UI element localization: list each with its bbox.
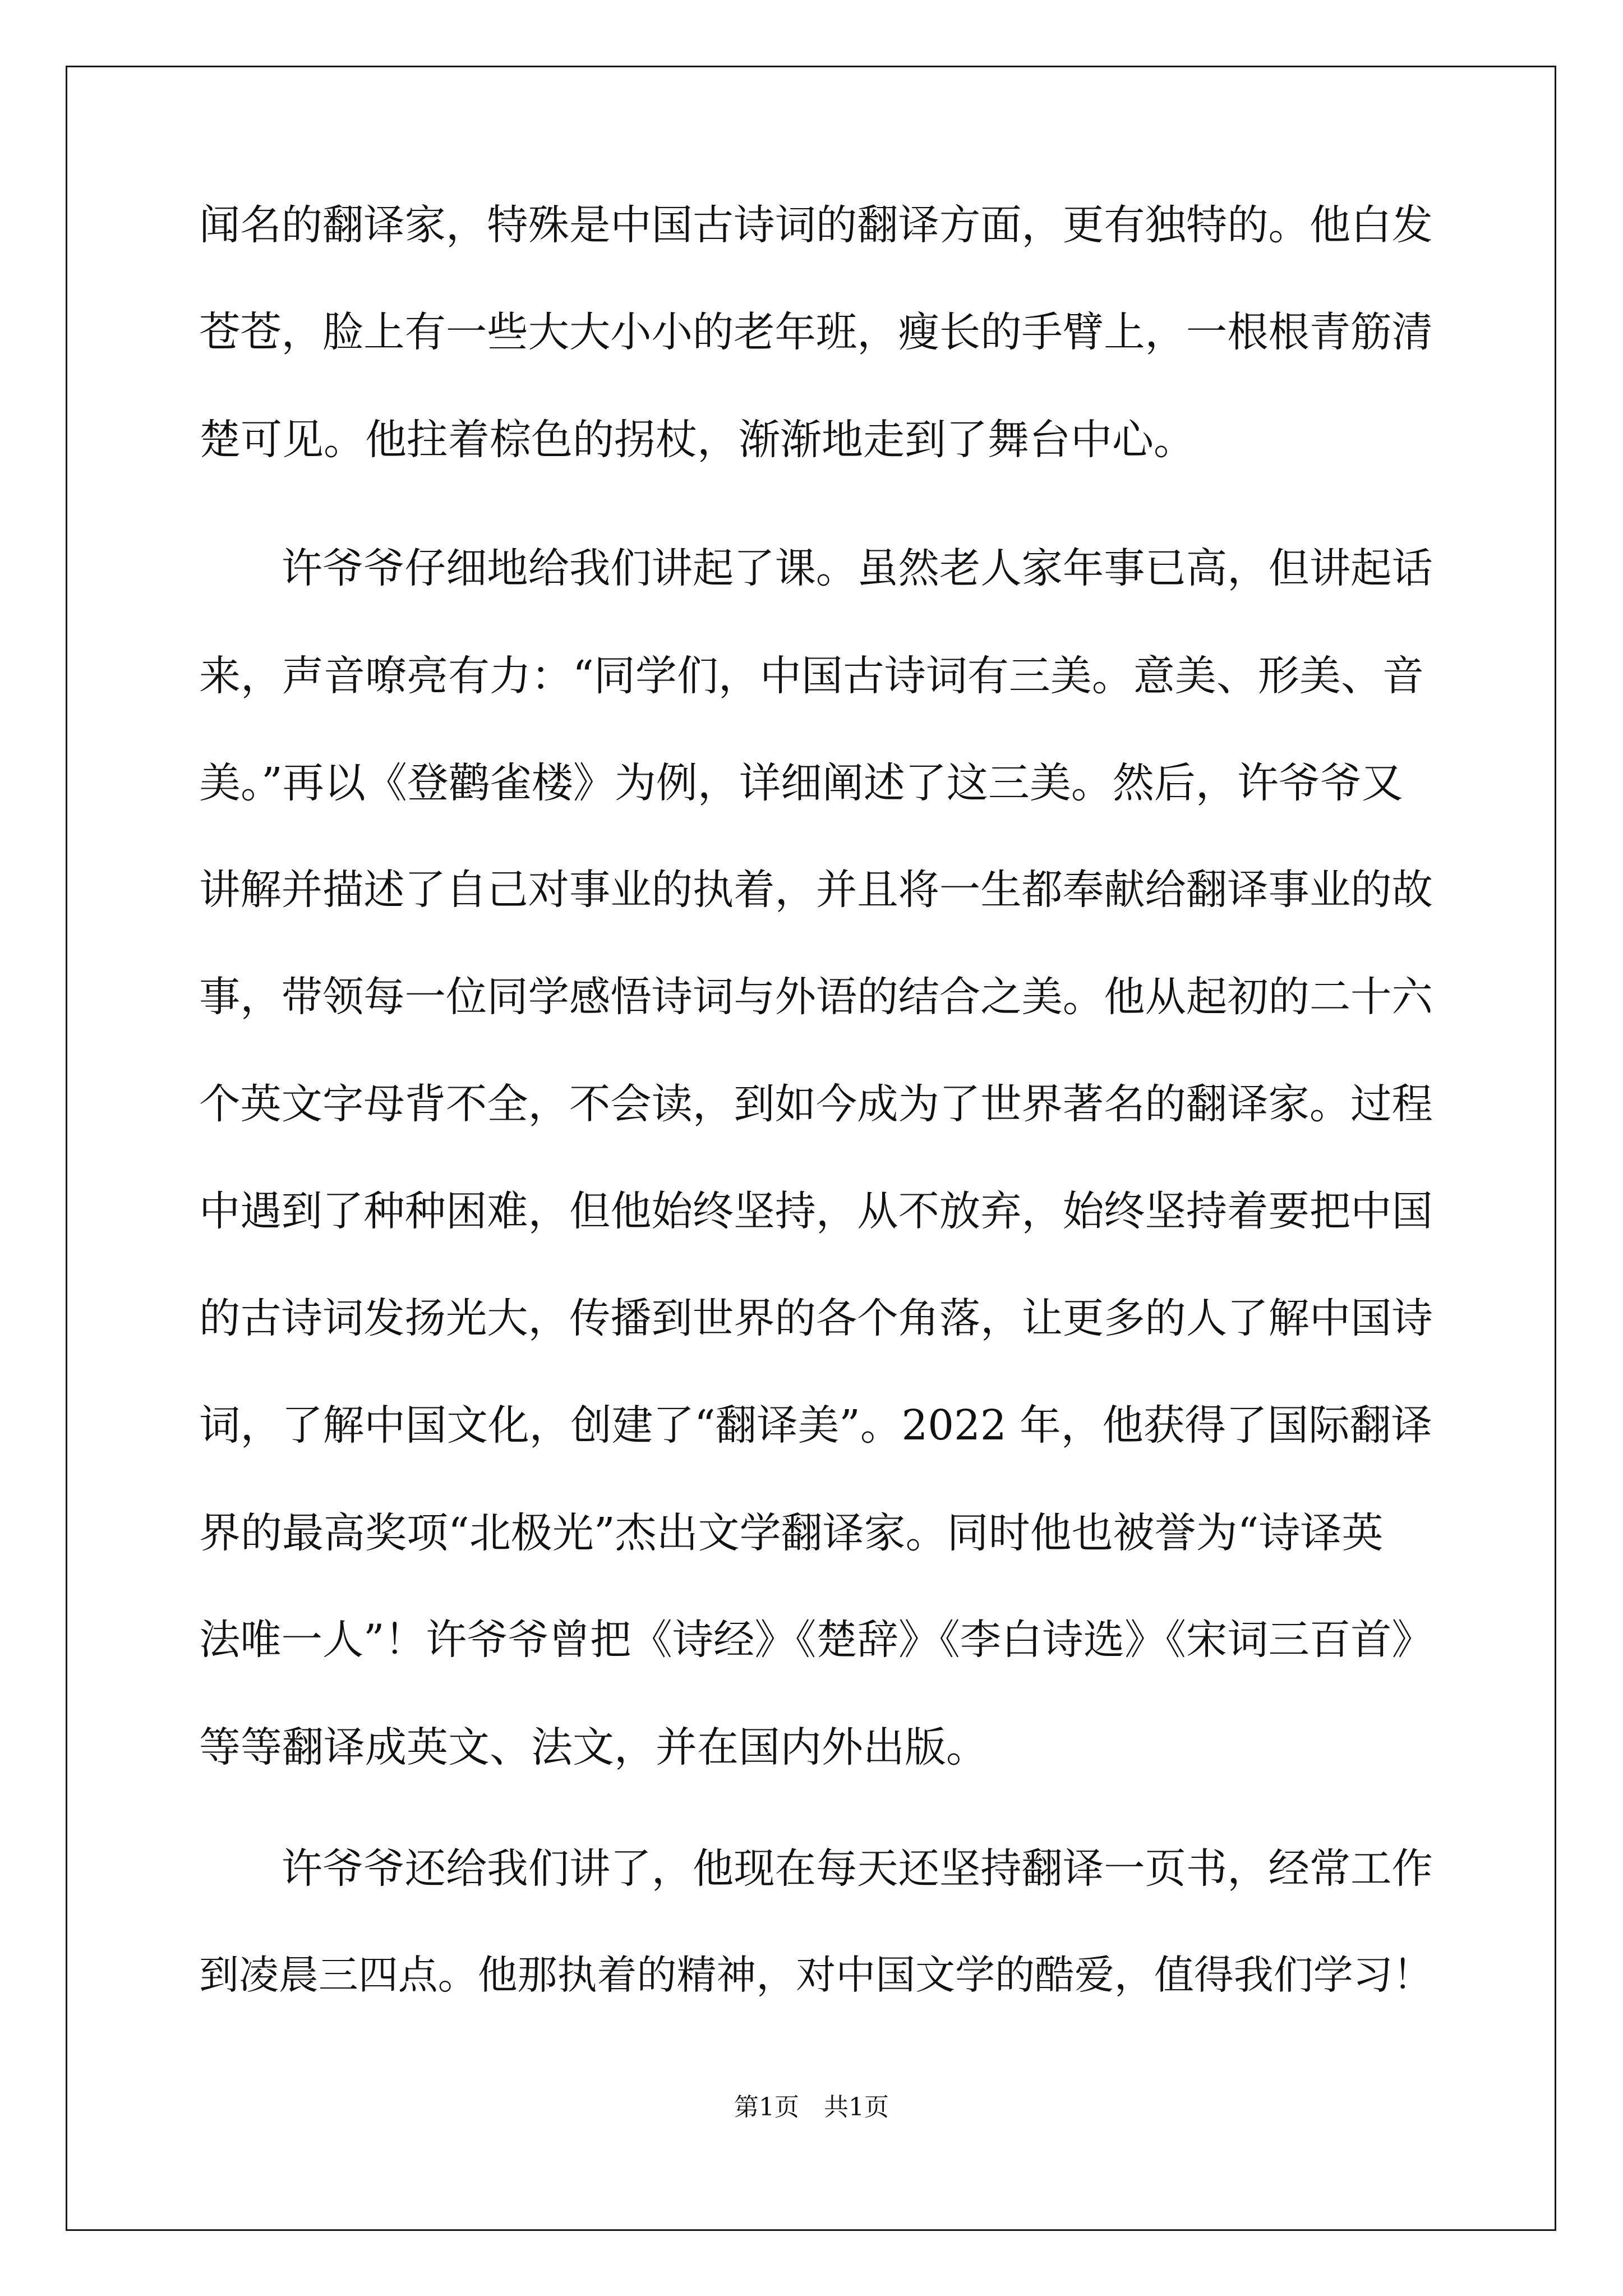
text-line: 等等翻译成英文、法文，并在国内外出版。	[199, 1723, 988, 1772]
text-line: 词，了解中国文化，创建了“翻译美”。2022 年，他获得了国际翻译	[199, 1402, 1432, 1450]
text-line: 许爷爷还给我们讲了，他现在每天还坚持翻译一页书，经常工作	[199, 1845, 1433, 1893]
text-line: 到凌晨三四点。他那执着的精神，对中国文学的酷爱，值得我们学习！	[199, 1952, 1433, 1998]
text-line: 界的最高奖项“北极光”杰出文学翻译家。同时他也被誉为“诗译英	[199, 1509, 1384, 1557]
page-number-footer: 第1页 共1页	[734, 2093, 889, 2122]
text-line: 讲解并描述了自己对事业的执着，并且将一生都奉献给翻译事业的故	[199, 866, 1433, 914]
text-line: 美。”再以《登鹳雀楼》为例，详细阐述了这三美。然后，许爷爷又	[199, 759, 1403, 807]
text-line: 来，声音嘹亮有力：“同学们，中国古诗词有三美。意美、形美、音	[199, 652, 1424, 700]
text-line: 的古诗词发扬光大，传播到世界的各个角落，让更多的人了解中国诗	[199, 1295, 1433, 1342]
page-frame	[66, 66, 1556, 2231]
text-line: 法唯一人”！许爷爷曾把《诗经》《楚辞》《李白诗选》《宋词三百首》	[199, 1616, 1433, 1664]
text-line: 楚可见。他拄着棕色的拐杖，渐渐地走到了舞台中心。	[199, 416, 1195, 464]
text-line: 中遇到了种种困难，但他始终坚持，从不放弃，始终坚持着要把中国	[199, 1188, 1433, 1235]
text-line: 个英文字母背不全，不会读，到如今成为了世界著名的翻译家。过程	[199, 1080, 1433, 1128]
text-line: 许爷爷仔细地给我们讲起了课。虽然老人家年事已高，但讲起话	[199, 545, 1433, 592]
text-line: 苍苍，脸上有一些大大小小的老年班，瘦长的手臂上，一根根青筋清	[199, 309, 1433, 356]
text-line: 事，带领每一位同学感悟诗词与外语的结合之美。他从起初的二十六	[199, 973, 1433, 1021]
text-line: 闻名的翻译家，特殊是中国古诗词的翻译方面，更有独特的。他白发	[199, 201, 1433, 249]
